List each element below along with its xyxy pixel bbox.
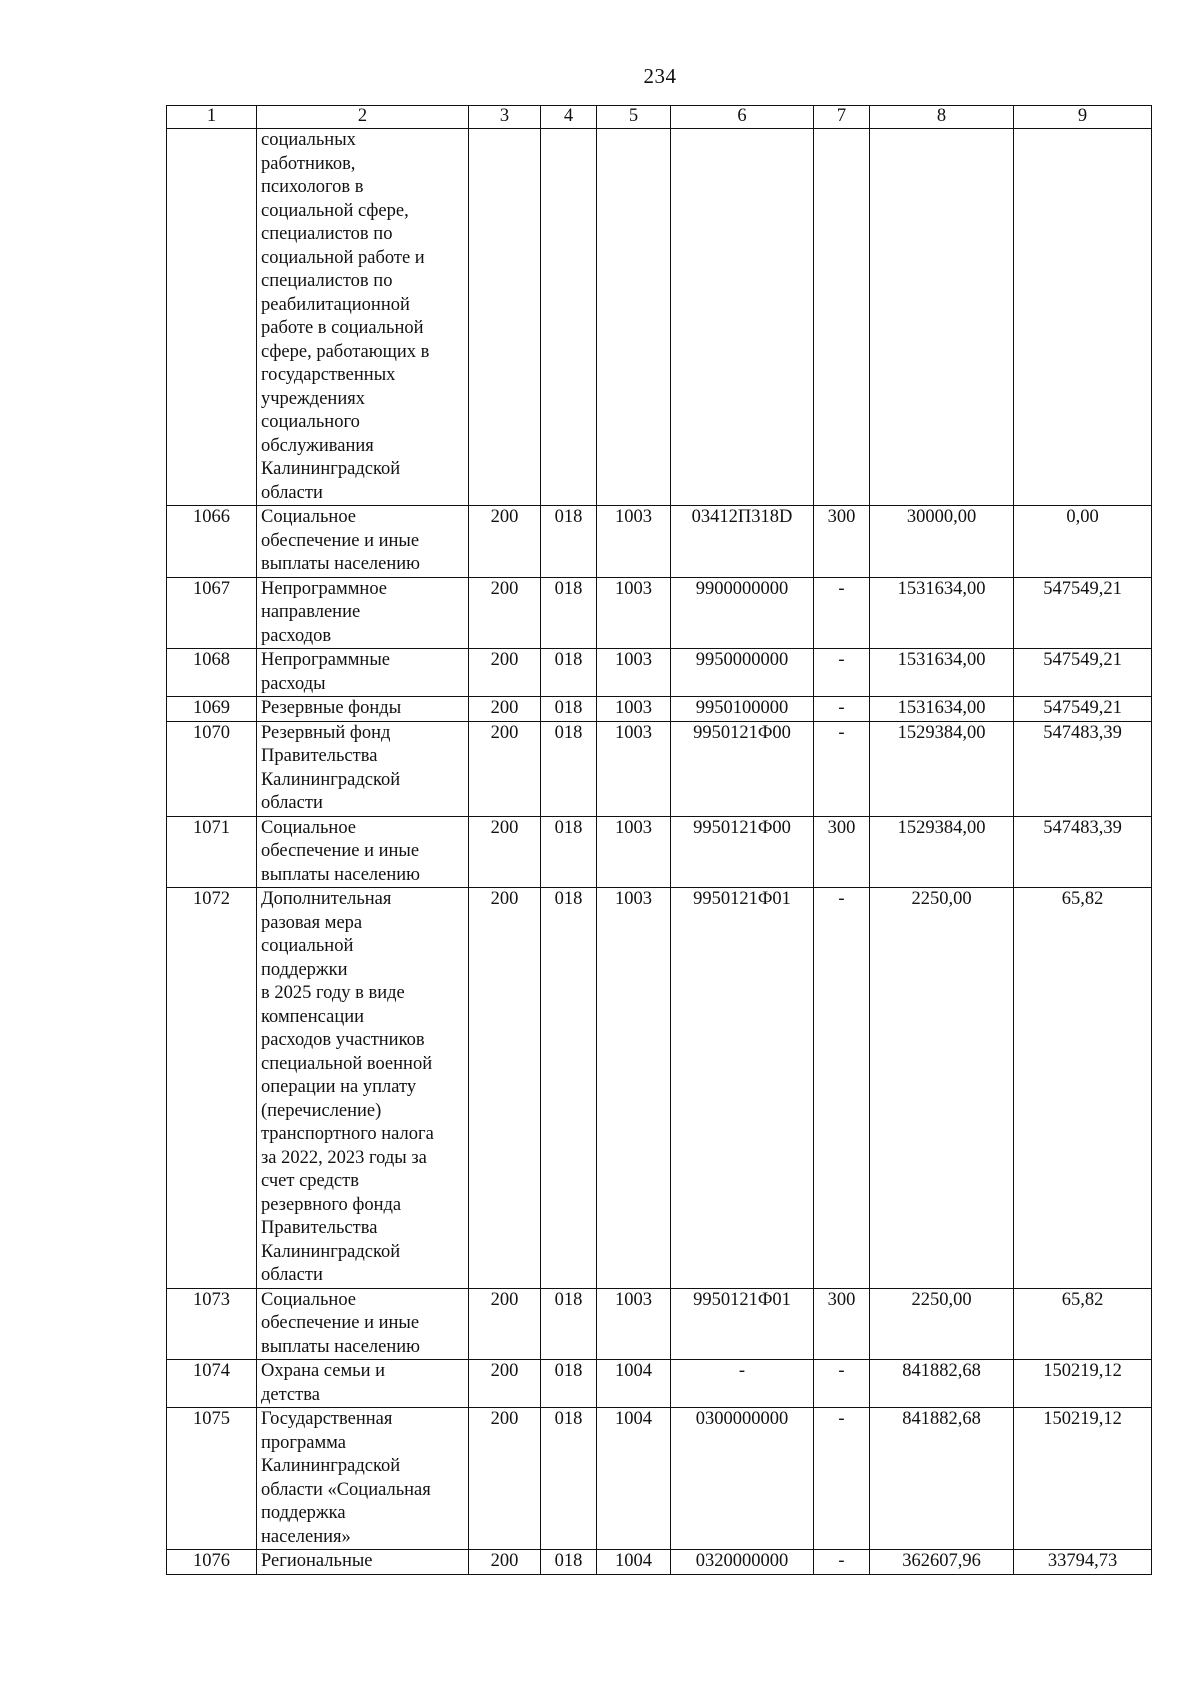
row-name: Охрана семьи и детства	[257, 1360, 469, 1408]
row-name: социальных работников, психологов в социальной сфере, специалистов по социальной работе и специалистов по реабилитационной работе в социальной сфере, работающих в государственных учреждениях социального обслуживания Калининградской области	[257, 129, 469, 506]
amount-col8	[870, 129, 1014, 506]
table-row	[167, 1550, 1152, 1575]
col3-code	[469, 129, 541, 506]
amount-col9: 65,82	[1014, 1288, 1152, 1360]
row-number: 1071	[167, 816, 257, 888]
row-name: Социальное обеспечение и иные выплаты населению	[257, 506, 469, 578]
table-row	[167, 649, 1152, 697]
col6-code: 9950121Ф01	[671, 1288, 814, 1360]
col7-code: -	[814, 577, 870, 649]
amount-col8: 1531634,00	[870, 649, 1014, 697]
col4-code: 018	[541, 1408, 597, 1550]
col7-code: -	[814, 888, 870, 1289]
header-cell-2: 2	[257, 106, 469, 129]
row-name: Государственная программа Калининградской области «Социальная поддержка населения»	[257, 1408, 469, 1550]
header-cell-3: 3	[469, 106, 541, 129]
col5-code: 1003	[597, 721, 671, 816]
amount-col8: 1529384,00	[870, 721, 1014, 816]
col4-code: 018	[541, 697, 597, 722]
amount-col9	[1014, 129, 1152, 506]
row-number: 1072	[167, 888, 257, 1289]
table-row	[167, 506, 1152, 578]
col6-code: -	[671, 1360, 814, 1408]
col6-code: 0300000000	[671, 1408, 814, 1550]
header-cell-6: 6	[671, 106, 814, 129]
col3-code: 200	[469, 1408, 541, 1550]
col6-code: 9950100000	[671, 697, 814, 722]
table-row	[167, 697, 1152, 722]
col4-code: 018	[541, 721, 597, 816]
header-cell-7: 7	[814, 106, 870, 129]
col3-code: 200	[469, 649, 541, 697]
col5-code: 1004	[597, 1360, 671, 1408]
header-cell-4: 4	[541, 106, 597, 129]
amount-col8: 841882,68	[870, 1360, 1014, 1408]
amount-col8: 1531634,00	[870, 577, 1014, 649]
row-name: Резервные фонды	[257, 697, 469, 722]
header-cell-5: 5	[597, 106, 671, 129]
col6-code: 9900000000	[671, 577, 814, 649]
col7-code: -	[814, 1360, 870, 1408]
row-name: Региональные	[257, 1550, 469, 1575]
row-number: 1076	[167, 1550, 257, 1575]
col3-code: 200	[469, 721, 541, 816]
col5-code: 1003	[597, 697, 671, 722]
col7-code: -	[814, 721, 870, 816]
amount-col9: 65,82	[1014, 888, 1152, 1289]
budget-table	[166, 105, 1152, 1575]
table-row	[167, 129, 1152, 506]
row-name: Дополнительная разовая мера социальной поддержки в 2025 году в виде компенсации расходов участников специальной военной операции на уплату (перечисление) транспортного налога за 2022, 2023 годы за счет средств резервного фонда Правительства Калининградской области	[257, 888, 469, 1289]
col3-code: 200	[469, 697, 541, 722]
col5-code: 1003	[597, 577, 671, 649]
header-cell-1: 1	[167, 106, 257, 129]
page-number: 234	[643, 64, 677, 88]
row-number	[167, 129, 257, 506]
amount-col9: 0,00	[1014, 506, 1152, 578]
col6-code: 9950000000	[671, 649, 814, 697]
amount-col8: 2250,00	[870, 1288, 1014, 1360]
amount-col8: 841882,68	[870, 1408, 1014, 1550]
col4-code: 018	[541, 1550, 597, 1575]
amount-col8: 1529384,00	[870, 816, 1014, 888]
col6-code: 0320000000	[671, 1550, 814, 1575]
col7-code: -	[814, 1550, 870, 1575]
table-body	[167, 129, 1152, 1575]
row-name: Резервный фонд Правительства Калининградской области	[257, 721, 469, 816]
col7-code: -	[814, 649, 870, 697]
row-name: Непрограммные расходы	[257, 649, 469, 697]
amount-col9: 547483,39	[1014, 721, 1152, 816]
col6-code: 9950121Ф01	[671, 888, 814, 1289]
amount-col9: 33794,73	[1014, 1550, 1152, 1575]
col4-code: 018	[541, 1360, 597, 1408]
col7-code: 300	[814, 816, 870, 888]
row-number: 1069	[167, 697, 257, 722]
table-row	[167, 721, 1152, 816]
amount-col9: 547549,21	[1014, 697, 1152, 722]
row-number: 1068	[167, 649, 257, 697]
col3-code: 200	[469, 816, 541, 888]
amount-col8: 1531634,00	[870, 697, 1014, 722]
row-number: 1074	[167, 1360, 257, 1408]
amount-col8: 30000,00	[870, 506, 1014, 578]
col5-code: 1003	[597, 506, 671, 578]
table-row	[167, 888, 1152, 1289]
col7-code	[814, 129, 870, 506]
row-name: Социальное обеспечение и иные выплаты населению	[257, 816, 469, 888]
col7-code: -	[814, 697, 870, 722]
col7-code: 300	[814, 506, 870, 578]
header-cell-8: 8	[870, 106, 1014, 129]
amount-col9: 547549,21	[1014, 649, 1152, 697]
amount-col8: 2250,00	[870, 888, 1014, 1289]
col6-code: 9950121Ф00	[671, 816, 814, 888]
amount-col9: 150219,12	[1014, 1360, 1152, 1408]
col5-code: 1003	[597, 1288, 671, 1360]
col3-code: 200	[469, 506, 541, 578]
amount-col9: 547549,21	[1014, 577, 1152, 649]
col3-code: 200	[469, 1360, 541, 1408]
col5-code: 1004	[597, 1408, 671, 1550]
col3-code: 200	[469, 1288, 541, 1360]
col4-code: 018	[541, 577, 597, 649]
col4-code: 018	[541, 649, 597, 697]
header-row	[167, 106, 1152, 129]
col4-code	[541, 129, 597, 506]
col3-code: 200	[469, 577, 541, 649]
col5-code: 1004	[597, 1550, 671, 1575]
col5-code: 1003	[597, 816, 671, 888]
col5-code: 1003	[597, 888, 671, 1289]
amount-col9: 547483,39	[1014, 816, 1152, 888]
col5-code: 1003	[597, 649, 671, 697]
col6-code	[671, 129, 814, 506]
col4-code: 018	[541, 888, 597, 1289]
col6-code: 03412П318D	[671, 506, 814, 578]
amount-col9: 150219,12	[1014, 1408, 1152, 1550]
row-number: 1073	[167, 1288, 257, 1360]
col3-code: 200	[469, 1550, 541, 1575]
row-number: 1075	[167, 1408, 257, 1550]
col4-code: 018	[541, 506, 597, 578]
row-name: Социальное обеспечение и иные выплаты населению	[257, 1288, 469, 1360]
col4-code: 018	[541, 1288, 597, 1360]
col3-code: 200	[469, 888, 541, 1289]
row-number: 1066	[167, 506, 257, 578]
header-cell-9: 9	[1014, 106, 1152, 129]
col7-code: 300	[814, 1288, 870, 1360]
col5-code	[597, 129, 671, 506]
table-row	[167, 816, 1152, 888]
table-row	[167, 1408, 1152, 1550]
amount-col8: 362607,96	[870, 1550, 1014, 1575]
col4-code: 018	[541, 816, 597, 888]
table-row	[167, 577, 1152, 649]
row-number: 1067	[167, 577, 257, 649]
col7-code: -	[814, 1408, 870, 1550]
table-row	[167, 1288, 1152, 1360]
row-name: Непрограммное направление расходов	[257, 577, 469, 649]
table-row	[167, 1360, 1152, 1408]
row-number: 1070	[167, 721, 257, 816]
col6-code: 9950121Ф00	[671, 721, 814, 816]
